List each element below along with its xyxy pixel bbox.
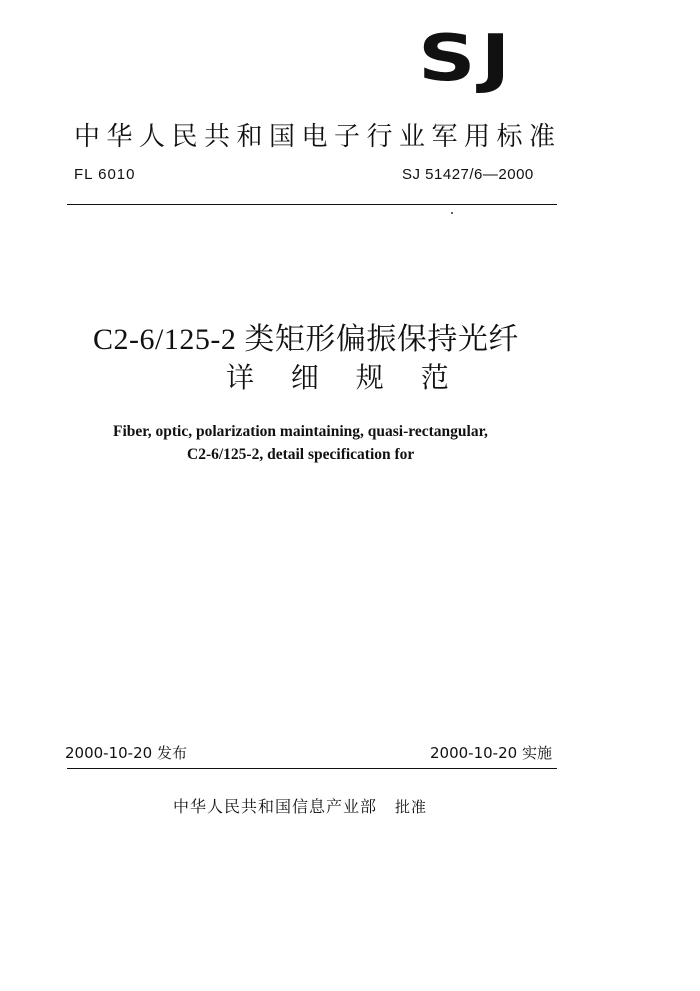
standard-number: SJ 51427/6—2000 (402, 166, 534, 183)
top-divider (67, 204, 557, 205)
implementation-date: 2000-10-20 实施 (430, 744, 552, 762)
document-title-en-line-2: C2-6/125-2, detail specification for (187, 446, 415, 463)
approving-authority: 中华人民共和国信息产业部 (173, 797, 378, 816)
scan-speck (451, 212, 453, 214)
document-title-cn: C2-6/125-2 类矩形偏振保持光纤 (93, 323, 519, 356)
classification-code: FL 6010 (74, 166, 136, 183)
approval-word: 批准 (395, 798, 428, 816)
document-title-en-line-1: Fiber, optic, polarization maintaining, quasi-rectangular, (113, 423, 488, 440)
bottom-divider (67, 768, 557, 769)
document-subtitle-cn: 详 细 规 范 (226, 361, 463, 394)
sj-logo: SJ (418, 22, 516, 96)
approval-line (173, 794, 427, 817)
standard-type-heading: 中华人民共和国电子行业军用标准 (74, 122, 562, 152)
issue-date: 2000-10-20 发布 (65, 744, 187, 762)
